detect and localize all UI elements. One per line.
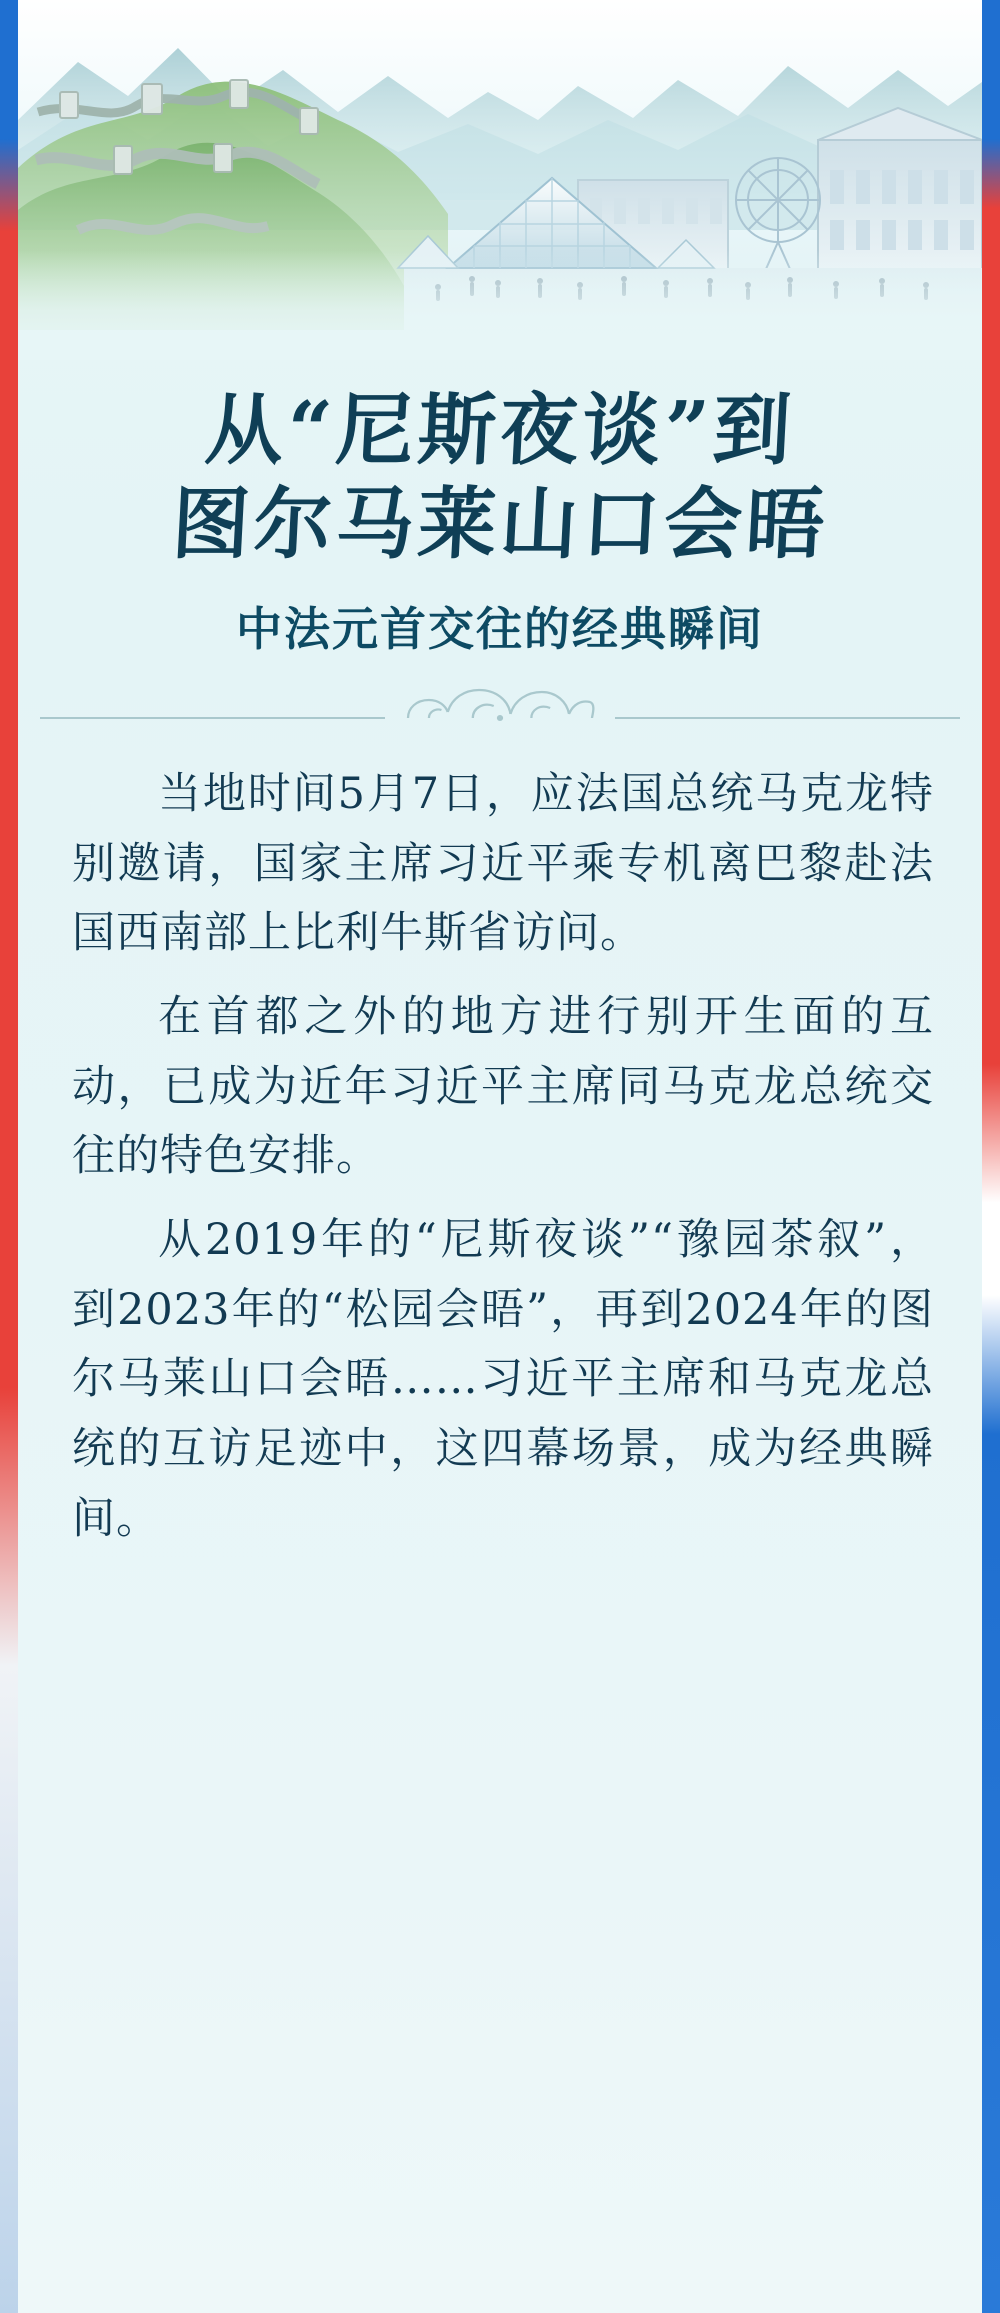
hero-illustration <box>18 0 982 330</box>
left-color-rail <box>0 0 18 2313</box>
cloud-scroll-ornament-icon <box>40 672 960 742</box>
title-block <box>18 385 982 659</box>
louvre-building-icon <box>818 108 982 270</box>
paragraph: 当地时间5月7日，应法国总统马克龙特别邀请，国家主席习近平乘专机离巴黎赴法国西南部上比利牛斯省访问。 <box>72 769 934 959</box>
article-body <box>72 760 934 1568</box>
hero-artwork <box>18 0 982 330</box>
page-subtitle: 中法元首交往的经典瞬间 <box>236 602 764 657</box>
right-color-rail <box>982 0 1000 2313</box>
section-divider <box>40 672 960 742</box>
page-title-line-1: 从“尼斯夜谈”到 <box>202 385 798 476</box>
paragraph: 在首都之外的地方进行别开生面的互动，已成为近年习近平主席同马克龙总统交往的特色安排。 <box>72 991 934 1182</box>
paragraph: 从2019年的“尼斯夜谈”“豫园茶叙”，到2023年的“松园会晤”，再到2024年的图尔马莱山口会晤……习近平主席和马克龙总统的互访足迹中，这四幕场景，成为经典瞬间。 <box>72 1214 934 1544</box>
page-title-line-2: 图尔马莱山口会晤 <box>169 479 831 571</box>
